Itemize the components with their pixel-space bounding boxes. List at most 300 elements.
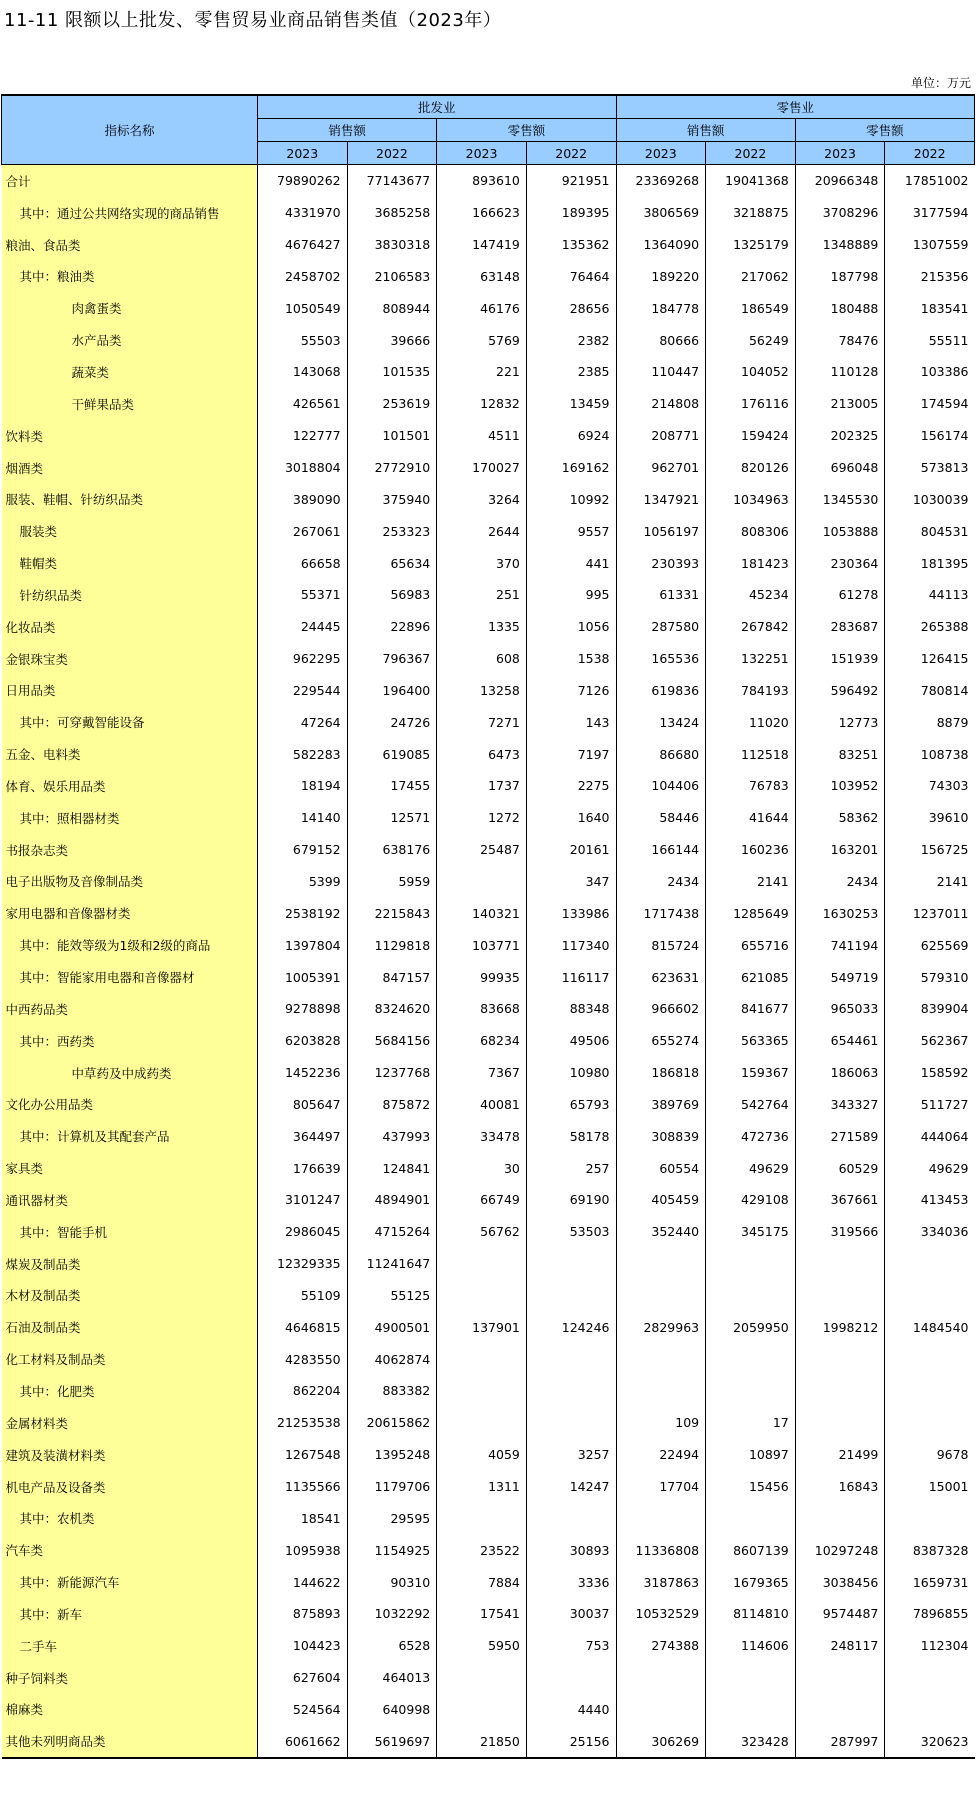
value-cell xyxy=(616,1248,706,1280)
header-year: 2022 xyxy=(526,142,616,165)
value-cell: 180488 xyxy=(795,292,885,324)
value-cell: 208771 xyxy=(616,420,706,452)
row-label: 服装、鞋帽、针纺织品类 xyxy=(2,483,258,515)
row-label: 中草药及中成药类 xyxy=(2,1057,258,1089)
value-cell: 2385 xyxy=(526,356,616,388)
value-cell: 549719 xyxy=(795,961,885,993)
value-cell: 104406 xyxy=(616,770,706,802)
value-cell: 104052 xyxy=(706,356,796,388)
value-cell: 8387328 xyxy=(912,1542,969,1558)
value-cell: 9678 xyxy=(936,1447,969,1463)
header-year: 2023 xyxy=(258,142,348,165)
value-cell: 847157 xyxy=(347,961,437,993)
value-cell: 24726 xyxy=(347,706,437,738)
value-cell: 1679365 xyxy=(706,1566,796,1598)
value-cell: 124246 xyxy=(526,1311,616,1343)
value-cell: 3708296 xyxy=(795,197,885,229)
value-cell: 170027 xyxy=(437,452,527,484)
value-cell: 347 xyxy=(526,866,616,898)
value-cell: 83668 xyxy=(437,993,527,1025)
value-cell: 965033 xyxy=(795,993,885,1025)
table-row xyxy=(2,1216,975,1248)
value-cell: 2458702 xyxy=(258,261,348,293)
value-cell: 1285649 xyxy=(706,897,796,929)
table-row xyxy=(2,515,975,547)
row-label: 石油及制品类 xyxy=(2,1311,258,1343)
table-row xyxy=(2,1280,975,1312)
table-row xyxy=(2,292,975,324)
table-row xyxy=(2,452,975,484)
value-cell: 166623 xyxy=(437,197,527,229)
value-cell: 596492 xyxy=(795,675,885,707)
value-cell: 334036 xyxy=(920,1224,969,1240)
value-cell: 144622 xyxy=(258,1566,348,1598)
header-wholesale-sales: 销售额 xyxy=(258,119,437,142)
value-cell: 2434 xyxy=(795,866,885,898)
value-cell: 49629 xyxy=(928,1160,969,1176)
table-row xyxy=(2,420,975,452)
value-cell: 413453 xyxy=(920,1192,969,1208)
row-label: 五金、电料类 xyxy=(2,738,258,770)
value-cell: 962701 xyxy=(616,452,706,484)
value-cell: 655716 xyxy=(706,929,796,961)
value-cell: 4715264 xyxy=(347,1216,437,1248)
value-cell: 1538 xyxy=(526,643,616,675)
value-cell xyxy=(795,1280,885,1312)
value-cell: 58446 xyxy=(616,802,706,834)
value-cell: 13459 xyxy=(526,388,616,420)
value-cell: 287997 xyxy=(795,1725,885,1758)
value-cell: 8879 xyxy=(936,714,969,730)
row-label: 通讯器材类 xyxy=(2,1184,258,1216)
value-cell: 3257 xyxy=(526,1439,616,1471)
value-cell: 23369268 xyxy=(616,165,706,197)
value-cell: 46176 xyxy=(437,292,527,324)
value-cell: 22896 xyxy=(347,611,437,643)
value-cell xyxy=(795,1694,885,1726)
row-label: 化妆品类 xyxy=(2,611,258,643)
value-cell xyxy=(437,1407,527,1439)
value-cell: 110128 xyxy=(795,356,885,388)
table-row xyxy=(2,706,975,738)
value-cell: 319566 xyxy=(795,1216,885,1248)
value-cell: 3187863 xyxy=(616,1566,706,1598)
value-cell: 184778 xyxy=(616,292,706,324)
value-cell: 6061662 xyxy=(258,1725,348,1758)
value-cell: 7197 xyxy=(526,738,616,770)
table-row xyxy=(2,1630,975,1662)
value-cell: 55109 xyxy=(258,1280,348,1312)
table-row xyxy=(2,675,975,707)
value-cell: 166144 xyxy=(616,834,706,866)
value-cell: 45234 xyxy=(706,579,796,611)
table-row xyxy=(2,993,975,1025)
value-cell: 3806569 xyxy=(616,197,706,229)
value-cell xyxy=(706,1248,796,1280)
value-cell: 841677 xyxy=(706,993,796,1025)
value-cell: 176639 xyxy=(258,1152,348,1184)
value-cell xyxy=(795,1407,885,1439)
value-cell: 2215843 xyxy=(347,897,437,929)
value-cell: 370 xyxy=(437,547,527,579)
value-cell: 780814 xyxy=(920,682,969,698)
value-cell: 1030039 xyxy=(912,491,969,507)
value-cell: 187798 xyxy=(795,261,885,293)
value-cell: 30 xyxy=(437,1152,527,1184)
value-cell: 1237768 xyxy=(347,1057,437,1089)
value-cell xyxy=(706,1502,796,1534)
table-row xyxy=(2,1088,975,1120)
value-cell: 1267548 xyxy=(258,1439,348,1471)
value-cell xyxy=(616,1343,706,1375)
value-cell xyxy=(526,1407,616,1439)
value-cell: 542764 xyxy=(706,1088,796,1120)
table-row xyxy=(2,1439,975,1471)
value-cell: 66749 xyxy=(437,1184,527,1216)
value-cell: 1154925 xyxy=(347,1534,437,1566)
value-cell: 253323 xyxy=(347,515,437,547)
value-cell: 28656 xyxy=(526,292,616,324)
unit-label: 单位：万元 xyxy=(910,76,971,90)
value-cell: 257 xyxy=(526,1152,616,1184)
value-cell: 6203828 xyxy=(258,1025,348,1057)
value-cell: 1659731 xyxy=(912,1574,969,1590)
header-retail-sales: 销售额 xyxy=(616,119,795,142)
value-cell xyxy=(706,1280,796,1312)
value-cell: 116117 xyxy=(526,961,616,993)
row-label: 干鲜果品类 xyxy=(2,388,258,420)
value-cell: 44113 xyxy=(928,587,969,603)
value-cell: 426561 xyxy=(258,388,348,420)
value-cell: 147419 xyxy=(437,229,527,261)
value-cell xyxy=(437,1248,527,1280)
value-cell xyxy=(437,1502,527,1534)
value-cell: 621085 xyxy=(706,961,796,993)
value-cell: 25487 xyxy=(437,834,527,866)
value-cell: 103386 xyxy=(920,364,969,380)
value-cell: 1034963 xyxy=(706,483,796,515)
value-cell: 133986 xyxy=(526,897,616,929)
value-cell: 625569 xyxy=(920,937,969,953)
value-cell: 196400 xyxy=(347,675,437,707)
value-cell: 7896855 xyxy=(912,1606,969,1622)
value-cell: 18541 xyxy=(258,1502,348,1534)
value-cell: 230393 xyxy=(616,547,706,579)
value-cell: 18194 xyxy=(258,770,348,802)
value-cell xyxy=(526,1502,616,1534)
row-label: 其中：可穿戴智能设备 xyxy=(2,706,258,738)
value-cell: 2141 xyxy=(936,873,969,889)
value-cell: 21499 xyxy=(795,1439,885,1471)
value-cell: 345175 xyxy=(706,1216,796,1248)
value-cell: 306269 xyxy=(616,1725,706,1758)
value-cell: 83251 xyxy=(795,738,885,770)
header-wholesale-retail-sales: 零售额 xyxy=(437,119,616,142)
value-cell: 4062874 xyxy=(347,1343,437,1375)
value-cell: 6924 xyxy=(526,420,616,452)
value-cell: 1050549 xyxy=(258,292,348,324)
row-label: 化工材料及制品类 xyxy=(2,1343,258,1375)
table-row xyxy=(2,324,975,356)
table-row xyxy=(2,483,975,515)
value-cell: 17704 xyxy=(616,1471,706,1503)
value-cell xyxy=(885,1407,975,1439)
value-cell: 627604 xyxy=(258,1662,348,1694)
row-label: 其中：计算机及其配套产品 xyxy=(2,1120,258,1152)
value-cell: 156174 xyxy=(920,428,969,444)
value-cell: 176116 xyxy=(706,388,796,420)
value-cell: 323428 xyxy=(706,1725,796,1758)
row-label: 其中：照相器材类 xyxy=(2,802,258,834)
value-cell: 61331 xyxy=(616,579,706,611)
page-title: 11-11 限额以上批发、零售贸易业商品销售类值（2023年） xyxy=(4,10,502,31)
value-cell: 21253538 xyxy=(258,1407,348,1439)
value-cell: 1032292 xyxy=(347,1598,437,1630)
value-cell: 60529 xyxy=(795,1152,885,1184)
value-cell: 1998212 xyxy=(795,1311,885,1343)
value-cell: 17851002 xyxy=(904,173,969,189)
value-cell: 49629 xyxy=(706,1152,796,1184)
value-cell: 2644 xyxy=(437,515,527,547)
value-cell: 65793 xyxy=(526,1088,616,1120)
value-cell: 1345530 xyxy=(795,483,885,515)
value-cell xyxy=(437,1375,527,1407)
value-cell: 441 xyxy=(526,547,616,579)
value-cell: 875893 xyxy=(258,1598,348,1630)
value-cell: 1737 xyxy=(437,770,527,802)
table-header xyxy=(2,95,975,165)
value-cell: 429108 xyxy=(706,1184,796,1216)
value-cell: 267061 xyxy=(258,515,348,547)
table-row xyxy=(2,643,975,675)
value-cell xyxy=(616,1280,706,1312)
value-cell: 320623 xyxy=(885,1725,975,1758)
value-cell: 9557 xyxy=(526,515,616,547)
value-cell: 7367 xyxy=(437,1057,527,1089)
value-cell: 17541 xyxy=(437,1598,527,1630)
row-label: 合计 xyxy=(2,165,258,197)
row-label: 其中：通过公共网络实现的商品销售 xyxy=(2,197,258,229)
value-cell: 784193 xyxy=(706,675,796,707)
value-cell xyxy=(795,1502,885,1534)
value-cell: 6528 xyxy=(347,1630,437,1662)
value-cell: 9574487 xyxy=(795,1598,885,1630)
row-label: 其中：西药类 xyxy=(2,1025,258,1057)
value-cell: 1129818 xyxy=(347,929,437,961)
value-cell: 12773 xyxy=(795,706,885,738)
value-cell: 619085 xyxy=(347,738,437,770)
value-cell: 2538192 xyxy=(258,897,348,929)
header-year: 2023 xyxy=(616,142,706,165)
value-cell: 274388 xyxy=(616,1630,706,1662)
value-cell: 13258 xyxy=(437,675,527,707)
value-cell: 156725 xyxy=(920,842,969,858)
value-cell: 655274 xyxy=(616,1025,706,1057)
value-cell: 104423 xyxy=(258,1630,348,1662)
value-cell xyxy=(885,1248,975,1280)
row-label: 金银珠宝类 xyxy=(2,643,258,675)
value-cell: 58178 xyxy=(526,1120,616,1152)
table-row xyxy=(2,866,975,898)
value-cell: 253619 xyxy=(347,388,437,420)
value-cell: 189220 xyxy=(616,261,706,293)
row-label: 汽车类 xyxy=(2,1534,258,1566)
value-cell: 2434 xyxy=(616,866,706,898)
value-cell xyxy=(885,1662,975,1694)
value-cell: 6473 xyxy=(437,738,527,770)
value-cell: 5399 xyxy=(258,866,348,898)
value-cell: 364497 xyxy=(258,1120,348,1152)
table-row xyxy=(2,197,975,229)
value-cell: 1056 xyxy=(526,611,616,643)
value-cell: 140321 xyxy=(437,897,527,929)
value-cell: 5619697 xyxy=(347,1725,437,1758)
value-cell: 124841 xyxy=(347,1152,437,1184)
value-cell: 4440 xyxy=(526,1694,616,1726)
value-cell: 217062 xyxy=(706,261,796,293)
value-cell: 114606 xyxy=(706,1630,796,1662)
row-label: 其他未列明商品类 xyxy=(2,1725,258,1758)
table-row xyxy=(2,1375,975,1407)
value-cell: 8324620 xyxy=(347,993,437,1025)
row-label: 鞋帽类 xyxy=(2,547,258,579)
value-cell: 186818 xyxy=(616,1057,706,1089)
table-row xyxy=(2,802,975,834)
value-cell: 159367 xyxy=(706,1057,796,1089)
value-cell: 11336808 xyxy=(616,1534,706,1566)
value-cell: 472736 xyxy=(706,1120,796,1152)
value-cell: 55371 xyxy=(258,579,348,611)
value-cell: 61278 xyxy=(795,579,885,611)
value-cell: 883382 xyxy=(347,1375,437,1407)
value-cell: 808306 xyxy=(706,515,796,547)
row-label: 其中：新能源汽车 xyxy=(2,1566,258,1598)
value-cell: 3685258 xyxy=(347,197,437,229)
value-cell: 135362 xyxy=(526,229,616,261)
value-cell: 25156 xyxy=(526,1725,616,1758)
value-cell: 174594 xyxy=(920,396,969,412)
value-cell: 1095938 xyxy=(258,1534,348,1566)
value-cell: 169162 xyxy=(526,452,616,484)
value-cell: 1272 xyxy=(437,802,527,834)
value-cell: 101535 xyxy=(347,356,437,388)
value-cell xyxy=(526,1343,616,1375)
value-cell: 1452236 xyxy=(258,1057,348,1089)
value-cell: 29595 xyxy=(347,1502,437,1534)
value-cell: 8607139 xyxy=(706,1534,796,1566)
value-cell: 2772910 xyxy=(347,452,437,484)
table-row xyxy=(2,165,975,197)
value-cell xyxy=(706,1343,796,1375)
value-cell: 623631 xyxy=(616,961,706,993)
value-cell: 221 xyxy=(437,356,527,388)
value-cell: 1395248 xyxy=(347,1439,437,1471)
value-cell: 68234 xyxy=(437,1025,527,1057)
value-cell xyxy=(526,1248,616,1280)
value-cell: 20161 xyxy=(526,834,616,866)
row-label: 文化办公用品类 xyxy=(2,1088,258,1120)
value-cell: 80666 xyxy=(616,324,706,356)
table-row xyxy=(2,1152,975,1184)
value-cell: 3038456 xyxy=(795,1566,885,1598)
row-label: 其中：新车 xyxy=(2,1598,258,1630)
value-cell: 12329335 xyxy=(258,1248,348,1280)
value-cell: 101501 xyxy=(347,420,437,452)
value-cell xyxy=(706,1375,796,1407)
value-cell: 524564 xyxy=(258,1694,348,1726)
value-cell xyxy=(795,1248,885,1280)
value-cell: 352440 xyxy=(616,1216,706,1248)
row-label: 其中：粮油类 xyxy=(2,261,258,293)
value-cell: 815724 xyxy=(616,929,706,961)
value-cell: 5684156 xyxy=(347,1025,437,1057)
value-cell: 367661 xyxy=(795,1184,885,1216)
table-row xyxy=(2,1248,975,1280)
row-label: 服装类 xyxy=(2,515,258,547)
value-cell: 56249 xyxy=(706,324,796,356)
value-cell: 5950 xyxy=(437,1630,527,1662)
value-cell: 99935 xyxy=(437,961,527,993)
row-label: 饮料类 xyxy=(2,420,258,452)
value-cell: 15001 xyxy=(928,1479,969,1495)
value-cell: 63148 xyxy=(437,261,527,293)
value-cell: 1717438 xyxy=(616,897,706,929)
value-cell: 163201 xyxy=(795,834,885,866)
value-cell: 10897 xyxy=(706,1439,796,1471)
value-cell: 741194 xyxy=(795,929,885,961)
value-cell: 2275 xyxy=(526,770,616,802)
value-cell: 805647 xyxy=(258,1088,348,1120)
value-cell: 10980 xyxy=(526,1057,616,1089)
value-cell: 20966348 xyxy=(795,165,885,197)
table-row xyxy=(2,770,975,802)
row-label: 其中：农机类 xyxy=(2,1502,258,1534)
value-cell xyxy=(437,1280,527,1312)
value-cell: 60554 xyxy=(616,1152,706,1184)
value-cell: 159424 xyxy=(706,420,796,452)
value-cell xyxy=(526,1375,616,1407)
row-label: 二手车 xyxy=(2,1630,258,1662)
value-cell: 10297248 xyxy=(795,1534,885,1566)
value-cell xyxy=(885,1375,975,1407)
value-cell: 4331970 xyxy=(258,197,348,229)
header-year: 2022 xyxy=(885,142,975,165)
table-row xyxy=(2,897,975,929)
value-cell: 2382 xyxy=(526,324,616,356)
value-cell: 3264 xyxy=(437,483,527,515)
value-cell: 158592 xyxy=(920,1065,969,1081)
table-row xyxy=(2,1407,975,1439)
value-cell: 214808 xyxy=(616,388,706,420)
value-cell: 1630253 xyxy=(795,897,885,929)
table-row xyxy=(2,261,975,293)
table-row xyxy=(2,1662,975,1694)
value-cell: 17 xyxy=(706,1407,796,1439)
value-cell: 77143677 xyxy=(347,165,437,197)
value-cell: 69190 xyxy=(526,1184,616,1216)
value-cell: 1005391 xyxy=(258,961,348,993)
value-cell: 679152 xyxy=(258,834,348,866)
value-cell: 1484540 xyxy=(912,1319,969,1335)
value-cell: 30037 xyxy=(526,1598,616,1630)
value-cell: 160236 xyxy=(706,834,796,866)
value-cell: 1056197 xyxy=(616,515,706,547)
value-cell: 893610 xyxy=(437,165,527,197)
value-cell: 74303 xyxy=(928,778,969,794)
value-cell: 1311 xyxy=(437,1471,527,1503)
row-label: 电子出版物及音像制品类 xyxy=(2,866,258,898)
value-cell: 2141 xyxy=(706,866,796,898)
